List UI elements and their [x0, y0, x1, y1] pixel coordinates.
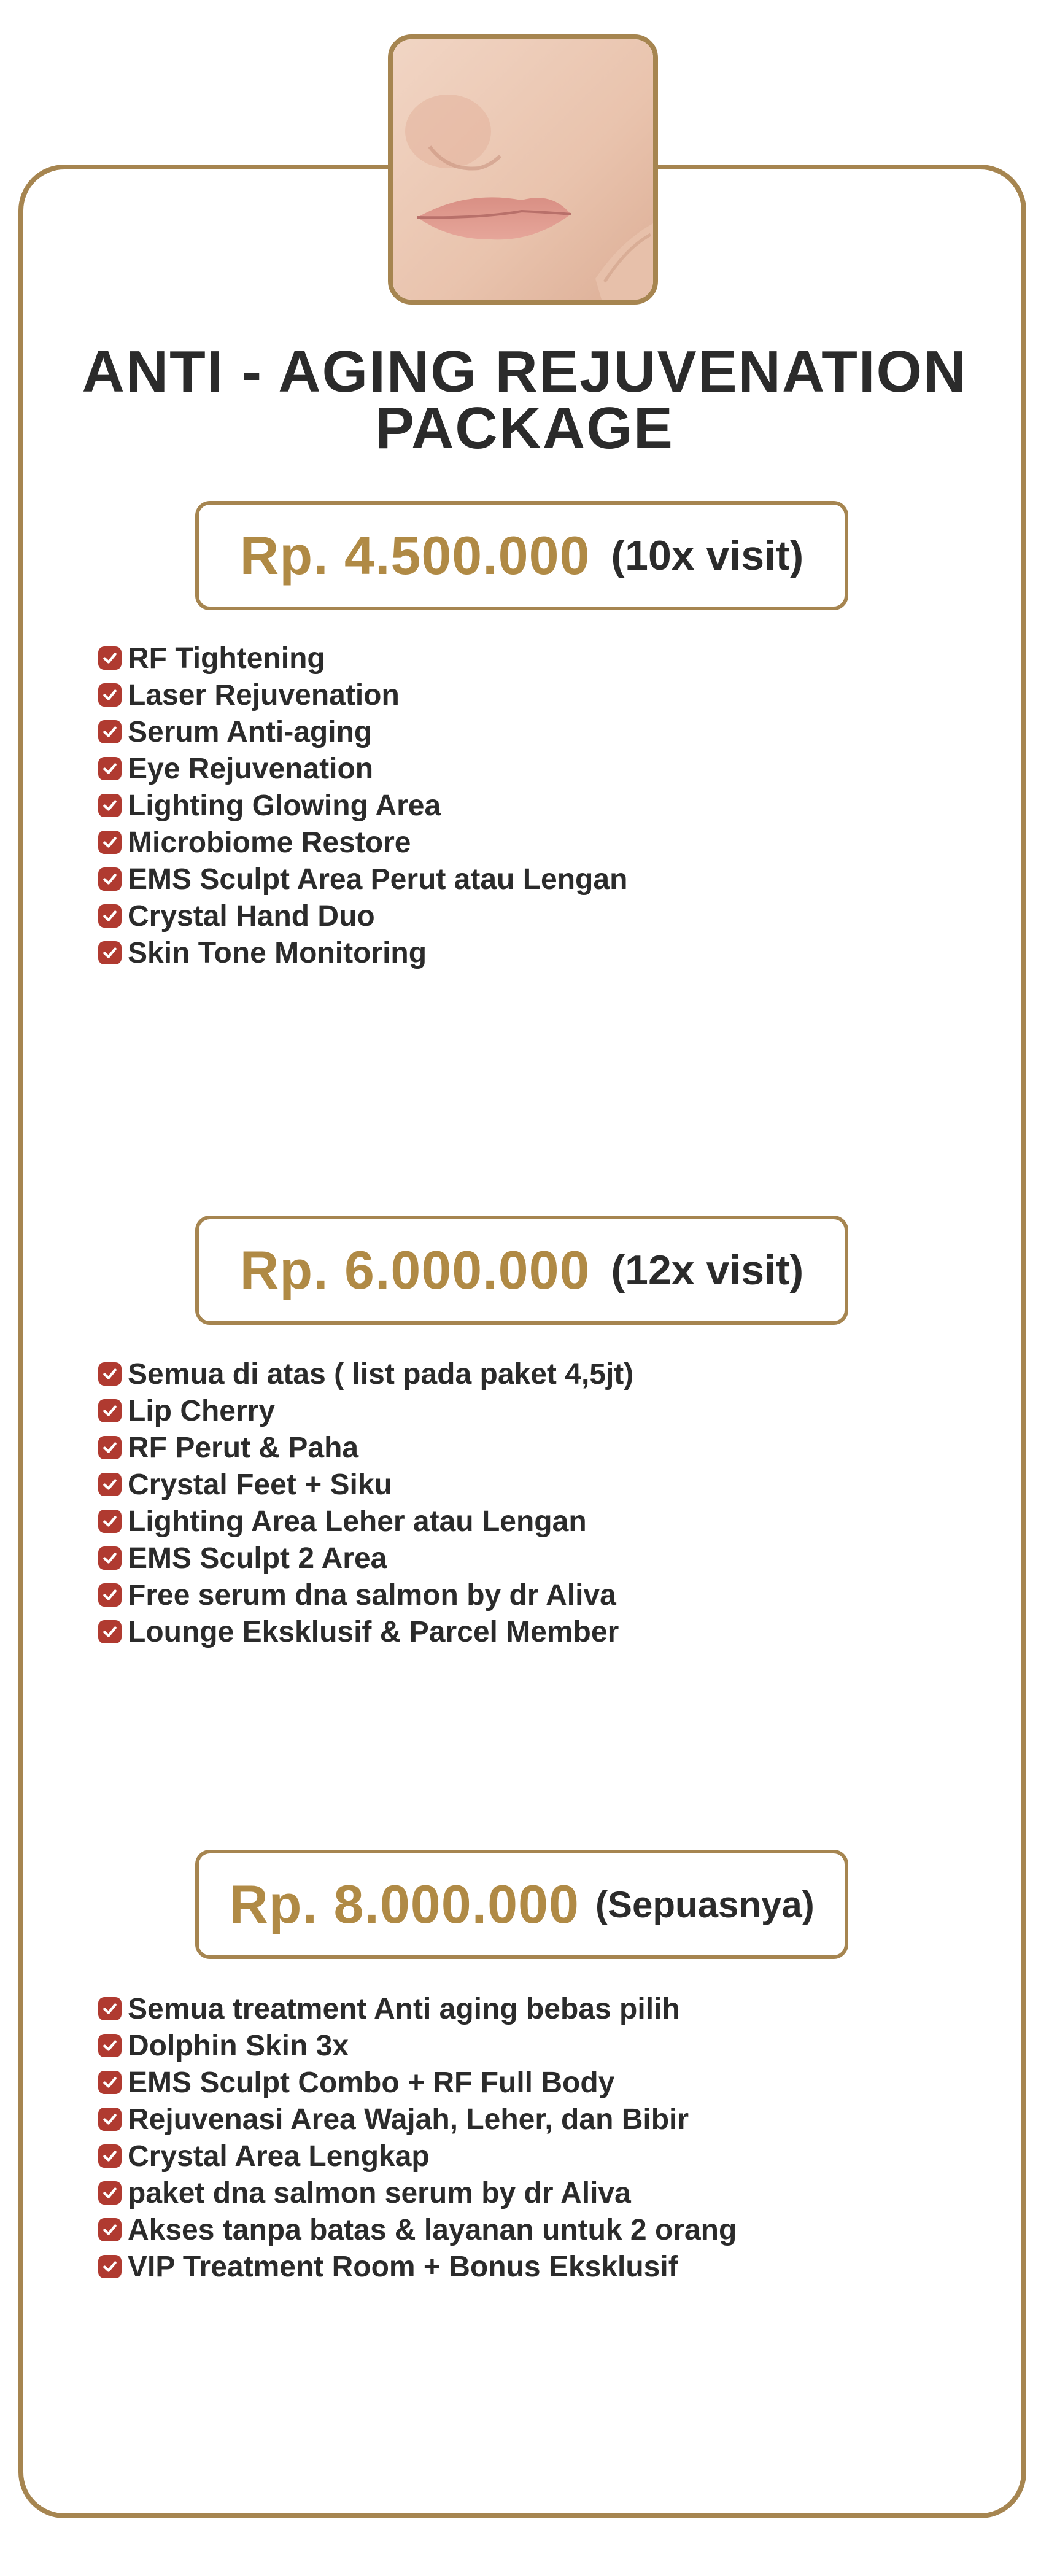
list-item [98, 640, 958, 677]
check-icon [98, 1997, 122, 2020]
feature-label: Crystal Area Lengkap [128, 2140, 430, 2173]
check-icon [98, 1583, 122, 1607]
check-icon [98, 1510, 122, 1533]
check-icon [98, 794, 122, 817]
feature-list-package-1 [98, 640, 958, 971]
title-line-2: PACKAGE [375, 395, 674, 461]
list-item [98, 2248, 958, 2285]
price-visits: (Sepuasnya) [595, 1884, 815, 1925]
title-line-1: ANTI - AGING REJUVENATION [82, 339, 967, 405]
feature-label: Semua treatment Anti aging bebas pilih [128, 1992, 680, 2025]
feature-list-package-2 [98, 1356, 958, 1650]
price-amount: Rp. 8.000.000 [229, 1874, 579, 1934]
feature-label: RF Perut & Paha [128, 1431, 359, 1464]
list-item [98, 2064, 958, 2101]
feature-list-package-3 [98, 1990, 958, 2285]
feature-label: Eye Rejuvenation [128, 752, 374, 785]
page-title [0, 339, 1049, 461]
list-item [98, 2138, 958, 2174]
check-icon [98, 2108, 122, 2131]
feature-label: Rejuvenasi Area Wajah, Leher, dan Bibir [128, 2103, 689, 2136]
list-item [98, 1577, 958, 1613]
price-amount: Rp. 4.500.000 [239, 525, 590, 586]
check-icon [98, 1546, 122, 1570]
check-icon [98, 1399, 122, 1422]
list-item [98, 1429, 958, 1466]
check-icon [98, 2071, 122, 2094]
check-icon [98, 757, 122, 780]
feature-label: Lighting Glowing Area [128, 789, 441, 822]
feature-label: Lip Cherry [128, 1394, 276, 1427]
check-icon [98, 2181, 122, 2205]
feature-label: Microbiome Restore [128, 826, 411, 859]
check-icon [98, 2034, 122, 2057]
list-item [98, 2174, 958, 2211]
feature-label: Lighting Area Leher atau Lengan [128, 1505, 587, 1538]
price-visits: (12x visit) [611, 1247, 804, 1294]
list-item [98, 750, 958, 787]
list-item [98, 2211, 958, 2248]
feature-label: Dolphin Skin 3x [128, 2029, 349, 2062]
feature-label: Serum Anti-aging [128, 715, 373, 748]
feature-label: Lounge Eksklusif & Parcel Member [128, 1615, 619, 1648]
list-item [98, 1613, 958, 1650]
list-item [98, 1540, 958, 1577]
check-icon [98, 941, 122, 964]
check-icon [98, 720, 122, 743]
list-item [98, 1990, 958, 2027]
check-icon [98, 2218, 122, 2241]
price-amount: Rp. 6.000.000 [239, 1240, 590, 1300]
feature-label: RF Tightening [128, 642, 325, 675]
list-item [98, 1466, 958, 1503]
feature-label: Akses tanpa batas & layanan untuk 2 orang [128, 2213, 737, 2246]
face-illustration [393, 39, 653, 300]
feature-label: paket dna salmon serum by dr Aliva [128, 2176, 631, 2209]
check-icon [98, 831, 122, 854]
list-item [98, 713, 958, 750]
list-item [98, 824, 958, 861]
check-icon [98, 646, 122, 670]
check-icon [98, 2144, 122, 2168]
list-item [98, 787, 958, 824]
price-visits: (10x visit) [611, 532, 804, 579]
price-box-package-1 [195, 501, 848, 610]
feature-label: EMS Sculpt 2 Area [128, 1542, 387, 1575]
check-icon [98, 1473, 122, 1496]
price-box-package-3 [195, 1850, 848, 1959]
check-icon [98, 867, 122, 891]
list-item [98, 2101, 958, 2138]
list-item [98, 861, 958, 898]
feature-label: Semua di atas ( list pada paket 4,5jt) [128, 1357, 634, 1391]
list-item [98, 1356, 958, 1392]
check-icon [98, 1620, 122, 1643]
check-icon [98, 2255, 122, 2278]
list-item [98, 677, 958, 713]
check-icon [98, 1362, 122, 1386]
price-box-package-2 [195, 1216, 848, 1325]
feature-label: EMS Sculpt Area Perut atau Lengan [128, 863, 628, 896]
feature-label: VIP Treatment Room + Bonus Eksklusif [128, 2250, 678, 2283]
list-item [98, 898, 958, 934]
list-item [98, 1392, 958, 1429]
feature-label: Crystal Feet + Siku [128, 1468, 392, 1501]
check-icon [98, 683, 122, 707]
list-item [98, 1503, 958, 1540]
feature-label: Crystal Hand Duo [128, 899, 375, 933]
list-item [98, 2027, 958, 2064]
feature-label: Free serum dna salmon by dr Aliva [128, 1578, 616, 1612]
face-photo [388, 34, 658, 305]
check-icon [98, 1436, 122, 1459]
feature-label: Skin Tone Monitoring [128, 936, 427, 969]
list-item [98, 934, 958, 971]
check-icon [98, 904, 122, 928]
feature-label: EMS Sculpt Combo + RF Full Body [128, 2066, 615, 2099]
feature-label: Laser Rejuvenation [128, 678, 400, 712]
